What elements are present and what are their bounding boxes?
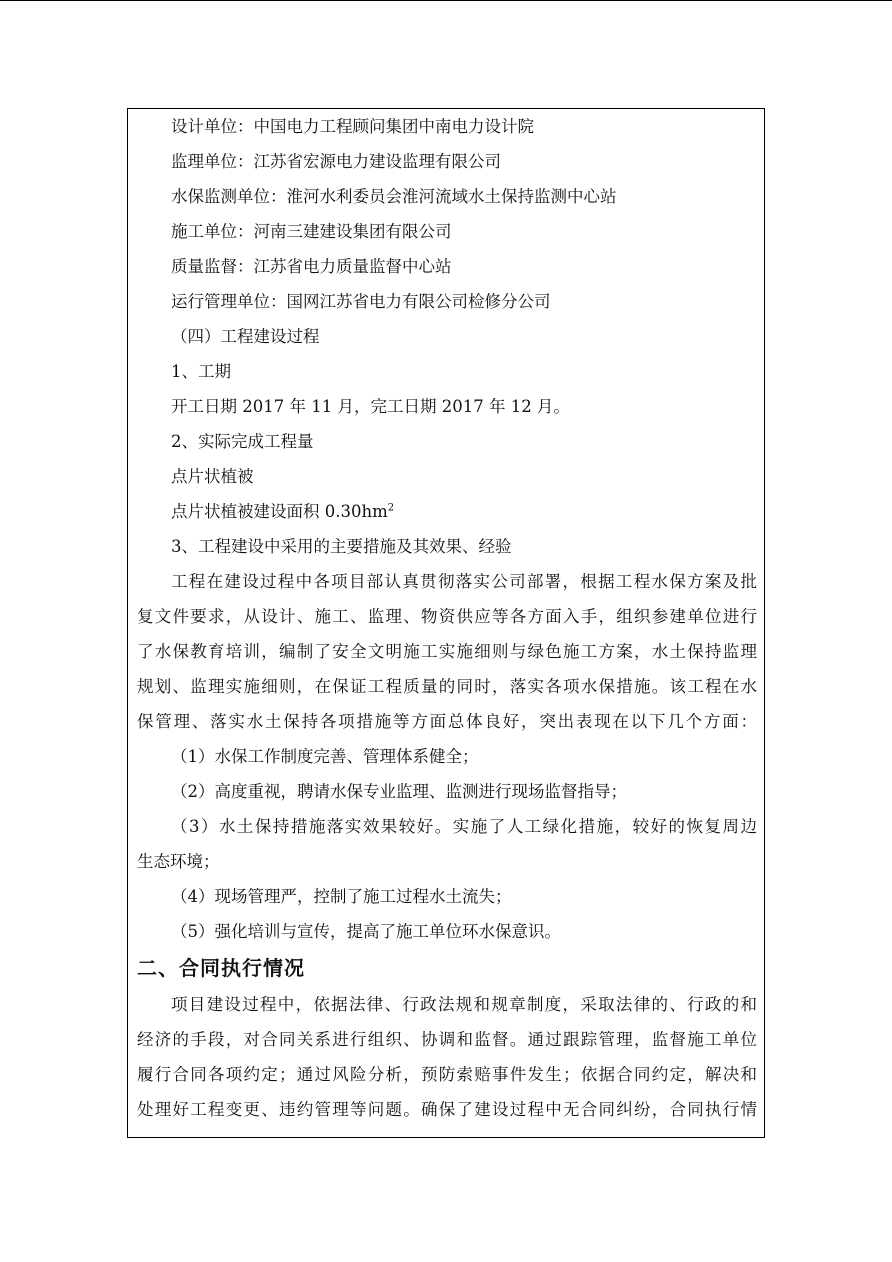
- measures-paragraph-line: 复文件要求，从设计、施工、监理、物资供应等各方面入手，组织参建单位进行: [137, 607, 757, 626]
- unit-value: 河南三建建设集团有限公司: [253, 222, 452, 241]
- measures-paragraph-line: 工程在建设过程中各项目部认真贯彻落实公司部署，根据工程水保方案及批: [171, 572, 757, 591]
- report-content: [137, 109, 757, 1127]
- unit-label: 运行管理单位: [171, 292, 270, 311]
- unit-row-construction: [137, 214, 757, 249]
- unit-row-monitoring: [137, 179, 757, 214]
- measure-point-4: （4）现场管理严，控制了施工过程水土流失；: [171, 887, 512, 906]
- measure-point-5: （5）强化培训与宣传，提高了施工单位环水保意识。: [171, 922, 561, 941]
- unit-label: 施工单位: [171, 222, 237, 241]
- area-text: 点片状植被建设面积 0.30hm: [171, 502, 388, 521]
- unit-separator: ：: [270, 187, 287, 206]
- section2-title: 二、合同执行情况: [137, 956, 305, 980]
- page-top-rule: [0, 0, 892, 1]
- unit-separator: ：: [237, 257, 254, 276]
- unit-label: 水保监测单位: [171, 187, 270, 206]
- measure-point-3-cont: 生态环境；: [137, 852, 220, 871]
- contract-paragraph-line: 处理好工程变更、违约管理等问题。确保了建设过程中无合同纠纷，合同执行情: [137, 1100, 757, 1119]
- unit-value: 淮河水利委员会淮河流域水土保持监测中心站: [286, 187, 617, 206]
- report-table-cell: [127, 108, 765, 1138]
- unit-value: 中国电力工程顾问集团中南电力设计院: [253, 117, 534, 136]
- section4-title: （四）工程建设过程: [171, 327, 320, 346]
- unit-value: 江苏省电力质量监督中心站: [253, 257, 452, 276]
- contract-paragraph-line: 项目建设过程中，依据法律、行政法规和规章制度，采取法律的、行政的和: [171, 995, 757, 1014]
- unit-row-quality: [137, 249, 757, 284]
- unit-row-operation: [137, 284, 757, 319]
- measures-paragraph-line: 保管理、落实水土保持各项措施等方面总体良好，突出表现在以下几个方面：: [137, 712, 757, 731]
- contract-paragraph-line: 履行合同各项约定；通过风险分析，预防索赔事件发生；依据合同约定，解决和: [137, 1065, 757, 1084]
- unit-separator: ：: [237, 117, 254, 136]
- schedule-heading: 1、工期: [171, 362, 231, 381]
- unit-label: 设计单位: [171, 117, 237, 136]
- quantity-item: 点片状植被: [171, 467, 254, 486]
- measure-point-2: （2）高度重视，聘请水保专业监理、监测进行现场监督指导；: [171, 782, 627, 801]
- unit-value: 江苏省宏源电力建设监理有限公司: [253, 152, 501, 171]
- unit-label: 监理单位: [171, 152, 237, 171]
- unit-row-supervision: [137, 144, 757, 179]
- measure-point-1: （1）水保工作制度完善、管理体系健全；: [171, 747, 479, 766]
- quantity-area: [137, 494, 757, 529]
- measures-paragraph-line: 了水保教育培训，编制了安全文明施工实施细则与绿色施工方案，水土保持监理: [137, 642, 757, 661]
- unit-separator: ：: [270, 292, 287, 311]
- unit-row-design: [137, 109, 757, 144]
- schedule-text: 开工日期 2017 年 11 月，完工日期 2017 年 12 月。: [171, 397, 570, 416]
- quantity-heading: 2、实际完成工程量: [171, 432, 314, 451]
- area-superscript: 2: [387, 502, 395, 514]
- measure-point-3: （3）水土保持措施落实效果较好。实施了人工绿化措施，较好的恢复周边: [171, 817, 757, 836]
- unit-separator: ：: [237, 152, 254, 171]
- measures-paragraph-line: 规划、监理实施细则，在保证工程质量的同时，落实各项水保措施。该工程在水: [137, 677, 757, 696]
- unit-separator: ：: [237, 222, 254, 241]
- unit-label: 质量监督: [171, 257, 237, 276]
- measures-heading: 3、工程建设中采用的主要措施及其效果、经验: [171, 537, 512, 556]
- contract-paragraph-line: 经济的手段，对合同关系进行组织、协调和监督。通过跟踪管理，监督施工单位: [137, 1030, 757, 1049]
- unit-value: 国网江苏省电力有限公司检修分公司: [286, 292, 551, 311]
